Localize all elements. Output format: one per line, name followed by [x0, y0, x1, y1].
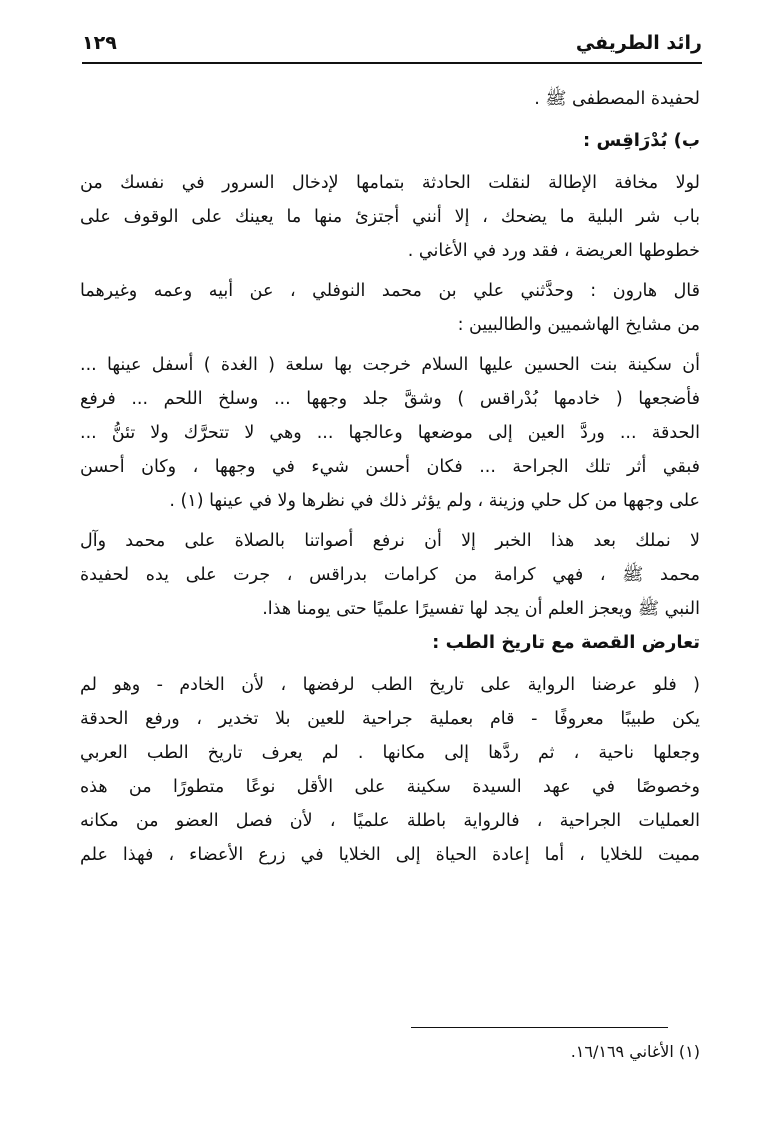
text-line: فبقي أثر تلك الجراحة ... فكان أحسن شيء في وجهها ، وكان أحسن [80, 457, 700, 477]
text-line: باب شر البلية ما يضحك ، إلا أنني أجتزئ منها ما يعينك على الوقوف على [80, 207, 700, 227]
footnote-separator [411, 1027, 668, 1028]
paragraph [80, 166, 700, 268]
text-line: وخصوصًا في عهد السيدة سكينة على الأقل نوعًا متطورًا من هذه [80, 777, 700, 797]
paragraph [80, 274, 700, 342]
text-line: العمليات الجراحية ، فالرواية باطلة علميًا ، لأن فصل العضو من مكانه [80, 811, 700, 831]
text-line: على وجهها من كل حلي وزينة ، ولم يؤثر ذلك في نظرها ولا في عينها (١) . [169, 491, 700, 511]
text-line: أن سكينة بنت الحسين عليها السلام خرجت بها سلعة ( الغدة ) أسفل عينها ... [80, 355, 700, 375]
running-header [82, 32, 702, 64]
text-line: مميت للخلايا ، أما إعادة الحياة إلى الخلايا في زرع الأعضاء ، فهذا علم [80, 845, 700, 865]
text-line: فأضجعها ( خادمها بُدْراقس ) وشقَّ جلد وجهها ... وسلخ اللحم ... فرفع [80, 389, 700, 409]
text-line: محمد ﷺ ، فهي كرامة من كرامات بدراقس ، جرت على يده لحفيدة [80, 565, 700, 585]
header-author: رائد الطريفي [575, 32, 702, 54]
text-line: النبي ﷺ ويعجز العلم أن يجد لها تفسيرًا علميًا حتى يومنا هذا. [262, 599, 700, 619]
page-number: ١٢٩ [82, 32, 117, 54]
text-line: ( فلو عرضنا الرواية على تاريخ الطب لرفضها ، لأن الخادم - وهو لم [80, 675, 700, 695]
text-line: خطوطها العريضة ، فقد ورد في الأغاني . [407, 241, 700, 261]
paragraph [80, 524, 700, 626]
text-line: لولا مخافة الإطالة لنقلت الحادثة بتمامها لإدخال السرور في نفسك من [80, 173, 700, 193]
section-heading: تعارض القصة مع تاريخ الطب : [432, 632, 700, 653]
text-line: لحفيدة المصطفى ﷺ . [534, 89, 700, 109]
text-line: يكن طبيبًا معروفًا - قام بعملية جراحية للعين بلا تخدير ، ورفع الحدقة [80, 709, 700, 729]
text-line: الحدقة ... وردَّ العين إلى موضعها وعالجها ... وهي لا تتحرَّك ولا تئنُّ ... [80, 423, 700, 443]
text-line: قال هارون : وحدَّثني علي بن محمد النوفلي ، عن أبيه وعمه وغيرهما [80, 281, 700, 301]
quoted-paragraph [80, 348, 700, 518]
text-line: وجعلها ناحية ، ثم ردَّها إلى مكانها . لم يعرف تاريخ الطب العربي [80, 743, 700, 763]
page-body [80, 82, 700, 872]
text-line: لا نملك بعد هذا الخبر إلا أن نرفع أصواتنا بالصلاة على محمد وآل [80, 531, 700, 551]
footnote: (١) الأغاني ١٦/١٦٩. [570, 1042, 700, 1061]
section-heading: ب) بُدْرَاقِس : [583, 130, 700, 151]
paragraph [80, 668, 700, 872]
text-line: من مشايخ الهاشميين والطالبيين : [457, 315, 700, 335]
